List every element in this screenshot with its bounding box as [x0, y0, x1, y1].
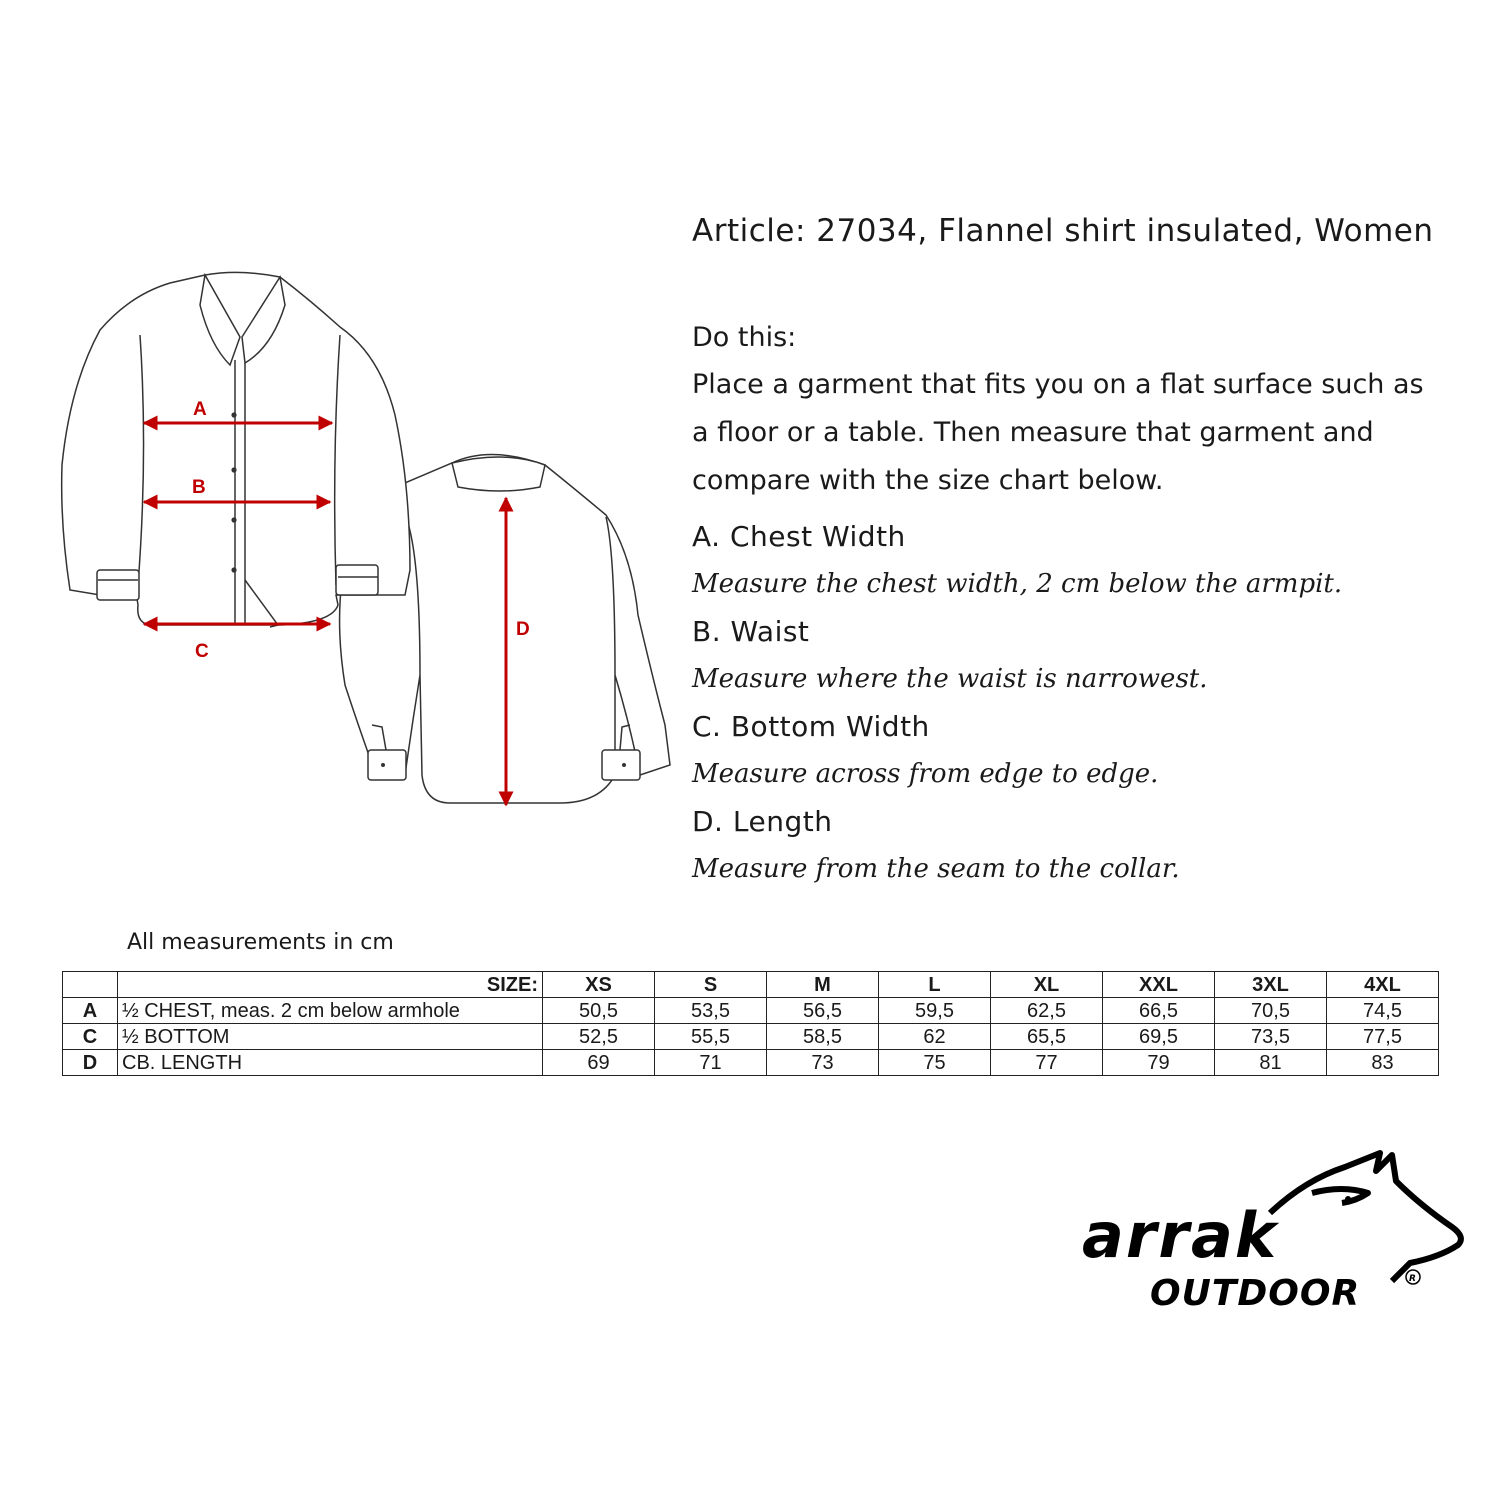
shirt-front-outline [62, 272, 410, 627]
arrak-outdoor-logo [1080, 1145, 1470, 1315]
table-cell: 55,5 [655, 1024, 767, 1050]
table-cell: 50,5 [543, 998, 655, 1024]
table-header-empty [63, 972, 118, 998]
size-col-xxl: XXL [1103, 972, 1215, 998]
table-cell: 53,5 [655, 998, 767, 1024]
howto-title: Do this: [692, 322, 797, 353]
row-label: ½ CHEST, meas. 2 cm below armhole [118, 998, 543, 1024]
measure-b-heading: B. Waist [692, 615, 810, 648]
table-cell: 59,5 [879, 998, 991, 1024]
table-cell: 71 [655, 1050, 767, 1076]
article-title: Article: 27034, Flannel shirt insulated, Women [692, 213, 1434, 249]
size-table [62, 971, 1439, 1076]
table-cell: 73,5 [1215, 1024, 1327, 1050]
table-cell: 62,5 [991, 998, 1103, 1024]
table-cell: 77,5 [1327, 1024, 1439, 1050]
shirt-diagram [40, 255, 700, 825]
table-row [63, 998, 1439, 1024]
label-c: C [195, 641, 209, 662]
size-col-l: L [879, 972, 991, 998]
row-label: CB. LENGTH [118, 1050, 543, 1076]
table-cell: 73 [767, 1050, 879, 1076]
table-cell: 52,5 [543, 1024, 655, 1050]
label-d: D [516, 619, 530, 640]
units-note: All measurements in cm [127, 930, 394, 955]
size-col-3xl: 3XL [1215, 972, 1327, 998]
measure-d-desc: Measure from the seam to the collar. [692, 854, 1180, 884]
measure-c-heading: C. Bottom Width [692, 710, 930, 743]
dog-head-icon [1270, 1153, 1461, 1281]
size-col-s: S [655, 972, 767, 998]
howto-body: Place a garment that fits you on a flat surface such as a floor or a table. Then measure that garment and compare with the size chart below. [692, 369, 1424, 496]
table-cell: 75 [879, 1050, 991, 1076]
measure-a-desc: Measure the chest width, 2 cm below the armpit. [692, 569, 1343, 599]
logo-word-outdoor: OUTDOOR [1150, 1273, 1361, 1314]
label-a: A [193, 399, 207, 420]
table-row [63, 1050, 1439, 1076]
table-cell: 74,5 [1327, 998, 1439, 1024]
table-cell: 69,5 [1103, 1024, 1215, 1050]
table-cell: 62 [879, 1024, 991, 1050]
size-header: SIZE: [118, 972, 543, 998]
label-b: B [192, 477, 206, 498]
instructions-panel [692, 205, 1472, 893]
table-cell: 77 [991, 1050, 1103, 1076]
table-cell: 79 [1103, 1050, 1215, 1076]
size-col-m: M [767, 972, 879, 998]
table-cell: 70,5 [1215, 998, 1327, 1024]
size-col-xl: XL [991, 972, 1103, 998]
measure-c-desc: Measure across from edge to edge. [692, 759, 1159, 789]
table-row [63, 1024, 1439, 1050]
size-col-4xl: 4XL [1327, 972, 1439, 998]
size-col-xs: XS [543, 972, 655, 998]
row-code: A [63, 998, 118, 1024]
table-header-row [63, 972, 1439, 998]
table-cell: 58,5 [767, 1024, 879, 1050]
measure-b-desc: Measure where the waist is narrowest. [692, 664, 1208, 694]
table-cell: 65,5 [991, 1024, 1103, 1050]
registered-mark-letter: R [1409, 1274, 1416, 1284]
logo-word-arrak: arrak [1082, 1199, 1279, 1272]
table-cell: 81 [1215, 1050, 1327, 1076]
table-cell: 83 [1327, 1050, 1439, 1076]
table-cell: 69 [543, 1050, 655, 1076]
row-label: ½ BOTTOM [118, 1024, 543, 1050]
row-code: D [63, 1050, 118, 1076]
row-code: C [63, 1024, 118, 1050]
measure-d-heading: D. Length [692, 805, 833, 838]
measure-a-heading: A. Chest Width [692, 520, 906, 553]
table-cell: 56,5 [767, 998, 879, 1024]
table-cell: 66,5 [1103, 998, 1215, 1024]
